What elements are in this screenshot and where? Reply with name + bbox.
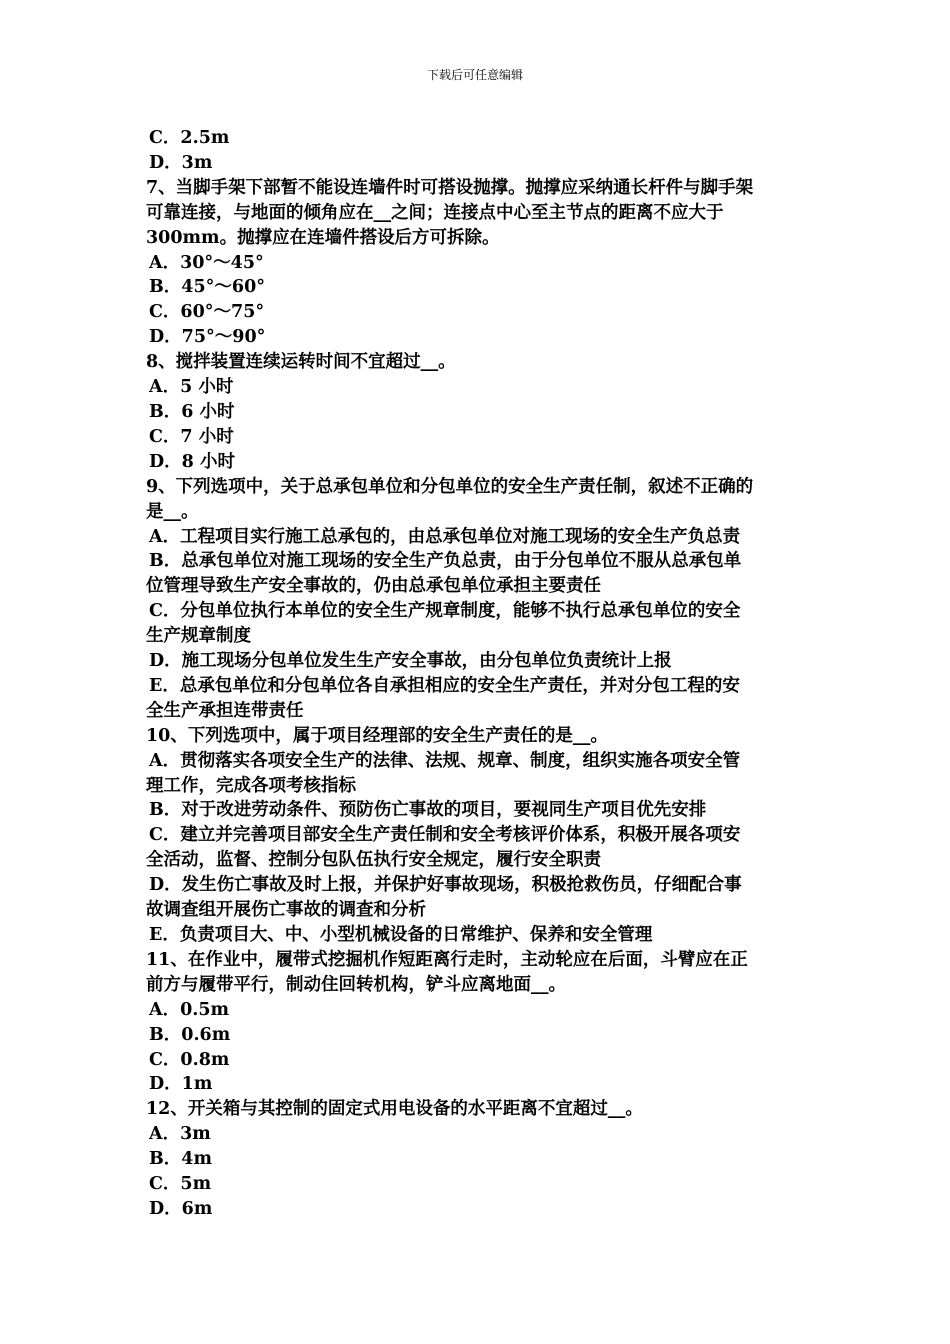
answer-option-line: C．60°～75°: [149, 302, 265, 323]
answer-option-line: A．3m: [149, 1124, 211, 1145]
answer-option-line: B．总承包单位对施工现场的安全生产负总责，由于分包单位不服从总承包单: [149, 551, 742, 572]
question-text-line: 9、下列选项中，关于总承包单位和分包单位的安全生产责任制，叙述不正确的: [146, 476, 754, 497]
answer-option-line: B．0.6m: [149, 1024, 231, 1045]
answer-option-line: B．6 小时: [149, 401, 235, 422]
question-text-line: 故调查组开展伤亡事故的调查和分析: [146, 900, 426, 921]
question-text-line: 是__。: [146, 501, 199, 522]
answer-option-line: D．1m: [149, 1074, 213, 1095]
answer-option-line: D．8 小时: [149, 451, 235, 472]
document-body: [146, 126, 810, 1222]
answer-option-line: C．2.5m: [149, 128, 230, 148]
answer-option-line: D．施工现场分包单位发生生产安全事故，由分包单位负责统计上报: [149, 651, 672, 672]
answer-option-line: C．建立并完善项目部安全生产责任制和安全考核评价体系，积极开展各项安: [149, 825, 741, 846]
question-text-line: 全生产承担连带责任: [146, 700, 304, 721]
answer-option-line: A．5 小时: [149, 377, 234, 398]
question-text-line: 8、搅拌装置连续运转时间不宜超过__。: [146, 352, 456, 373]
answer-option-line: A．工程项目实行施工总承包的，由总承包单位对施工现场的安全生产负总责: [149, 526, 741, 547]
answer-option-line: A．30°～45°: [149, 252, 264, 273]
question-text-line: 12、开关箱与其控制的固定式用电设备的水平距离不宜超过__。: [146, 1099, 643, 1120]
question-text-line: 生产规章制度: [146, 626, 251, 647]
question-text-line: 11、在作业中，履带式挖掘机作短距离行走时，主动轮应在后面，斗臂应在正: [146, 949, 748, 970]
question-text-line: 理工作，完成各项考核指标: [146, 775, 356, 796]
answer-option-line: C．5m: [149, 1174, 212, 1195]
page-header: 下载后可任意编辑: [426, 68, 523, 82]
answer-option-line: C．分包单位执行本单位的安全生产规章制度，能够不执行总承包单位的安全: [149, 601, 741, 622]
answer-option-line: C．7 小时: [149, 426, 234, 447]
question-text-line: 全活动，监督、控制分包队伍执行安全规定，履行安全职责: [146, 850, 601, 871]
question-text-line: 7、当脚手架下部暂不能设连墙件时可搭设抛撑。抛撑应采纳通长杆件与脚手架: [146, 177, 754, 198]
answer-option-line: E．负责项目大、中、小型机械设备的日常维护、保养和安全管理: [149, 925, 653, 945]
answer-option-line: B．45°～60°: [149, 277, 265, 298]
answer-option-line: D．6m: [149, 1198, 213, 1219]
answer-option-line: C．0.8m: [149, 1049, 230, 1070]
question-text-line: 10、下列选项中，属于项目经理部的安全生产责任的是__。: [146, 725, 608, 746]
question-text-line: 300mm。抛撑应在连墙件搭设后方可拆除。: [146, 227, 500, 248]
answer-option-line: D．75°～90°: [149, 327, 266, 348]
question-text-line: 可靠连接，与地面的倾角应在__之间；连接点中心至主节点的距离不应大于: [146, 202, 724, 223]
answer-option-line: B．4m: [149, 1149, 212, 1170]
question-text-line: 前方与履带平行，制动住回转机构，铲斗应离地面__。: [146, 974, 566, 995]
answer-option-line: E．总承包单位和分包单位各自承担相应的安全生产责任，并对分包工程的安: [149, 675, 740, 696]
answer-option-line: A．0.5m: [149, 999, 230, 1020]
answer-option-line: B．对于改进劳动条件、预防伤亡事故的项目，要视同生产项目优先安排: [149, 800, 707, 821]
answer-option-line: D．发生伤亡事故及时上报，并保护好事故现场，积极抢救伤员，仔细配合事: [149, 875, 742, 896]
answer-option-line: D．3m: [149, 152, 213, 173]
question-text-line: 位管理导致生产安全事故的，仍由总承包单位承担主要责任: [146, 576, 601, 597]
answer-option-line: A．贯彻落实各项安全生产的法律、法规、规章、制度，组织实施各项安全管: [149, 750, 741, 771]
